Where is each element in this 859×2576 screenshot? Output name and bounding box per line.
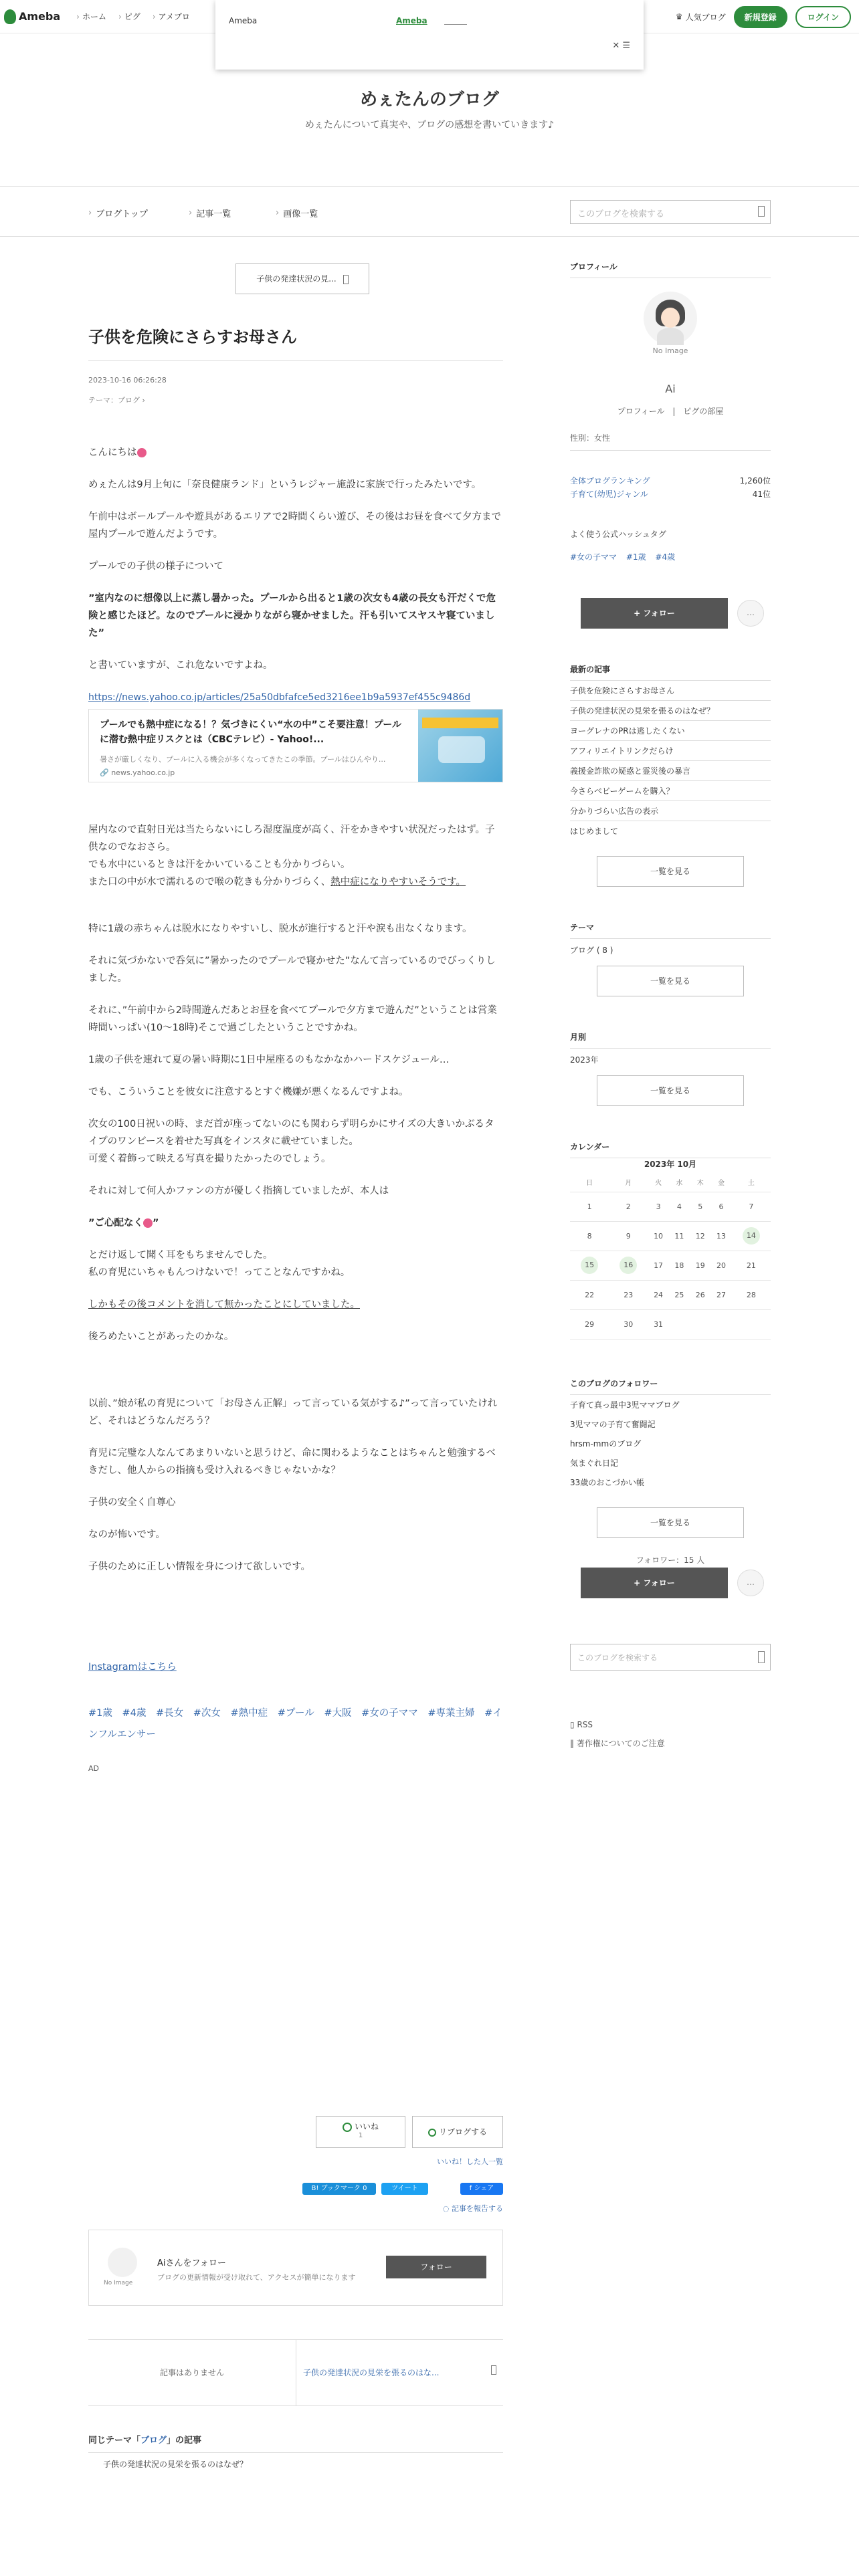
calendar-day[interactable]: 31	[648, 1309, 668, 1339]
paragraph: 次女の100日祝いの時、まだ首が座ってないのにも関わらず明らかにサイズの大きいかぶるタイプのワンピースを着せた写真をインスタに載せていました。 可愛く着飾って映える写真を撮りたかったのでしょう。	[88, 1119, 494, 1164]
nav-blog-top[interactable]: › ブログトップ	[88, 208, 148, 219]
speech-bubble-icon: ◌	[442, 2204, 450, 2213]
post-date: 2023-10-16 06:26:28	[88, 376, 167, 385]
popup-brand: Ameba	[229, 16, 258, 25]
paragraph: 後ろめたいことがあったのかな。	[88, 1331, 234, 1342]
blog-search-input[interactable]: このブログを検索する	[570, 200, 771, 224]
profile-link[interactable]: プロフィール	[617, 407, 665, 416]
month-item[interactable]: 2023年	[570, 1055, 599, 1065]
follow-button[interactable]: + フォロー	[581, 1568, 728, 1598]
paragraph: それに、”午前中から2時間遊んだあとお昼を食べてプールで夕方まで遊んだ”ということは営業時間いっぱい(10〜18時)そこで過ごしたということですかね。	[88, 1005, 497, 1033]
see-all-articles-button[interactable]: 一覧を見る	[597, 856, 744, 887]
followers-heading: このブログのフォロワー	[570, 1378, 771, 1395]
report-link[interactable]: ◌ 記事を報告する	[442, 2204, 503, 2213]
calendar-day[interactable]: 19	[690, 1251, 710, 1280]
see-all-followers-button[interactable]: 一覧を見る	[597, 1507, 744, 1538]
follower-blog-link[interactable]: 3児ママの子育て奮闘記	[570, 1420, 656, 1429]
follower-blog-link[interactable]: hrsm-mmのブログ	[570, 1439, 642, 1448]
paragraph: それに対して何人かファンの方が優しく指摘していましたが、本人は	[88, 1186, 389, 1196]
paragraph: 特に1歳の赤ちゃんは脱水になりやすいし、脱水が進行すると汗や涙も出なくなります。	[88, 924, 472, 934]
ad-label: AD	[88, 1764, 99, 1773]
calendar-day	[732, 1309, 771, 1339]
rss-icon: ▯	[570, 1720, 575, 1729]
recent-article-link[interactable]: はじめまして	[570, 827, 619, 836]
paragraph: こんにちは	[88, 444, 503, 461]
calendar-day[interactable]: 24	[648, 1280, 668, 1309]
sidebar-hashtags	[570, 551, 771, 562]
hashtag-link[interactable]: #長女	[155, 1708, 184, 1719]
login-button[interactable]: ログイン	[795, 6, 851, 28]
follow-button[interactable]: + フォロー	[581, 598, 728, 629]
paragraph: 午前中はボールプールや遊具があるエリアで2時間くらい遊び、その後はお昼を食べて夕方まで屋内プールで遊んだようです。	[88, 512, 502, 540]
signup-button[interactable]: 新規登録	[734, 6, 787, 28]
search-icon[interactable]	[758, 1651, 765, 1663]
calendar-day[interactable]: 23	[609, 1280, 648, 1309]
calendar-day[interactable]: 2	[609, 1192, 648, 1221]
nav-article-list[interactable]: › 記事一覧	[189, 208, 231, 219]
more-options-button[interactable]: …	[737, 600, 764, 627]
link-card-title: プールでも熱中症になる！？気づきにくい“水の中”こそ要注意！プールに潜む熱中症リスクとは（CBCテレビ）- Yahoo!...	[100, 720, 402, 745]
paragraph: 育児に完璧な人なんてあまりいないと思うけど、命に関わるようなことはちゃんと勉強するべきだし、他人からの指摘も受け入れるべきじゃないかな？	[88, 1448, 496, 1476]
paragraph: 屋内なので直射日光は当たらないにしろ湿度温度が高く、汗をかきやすい状況だったはず。子供なのでなおさら。 でも水中にいるときは汗をかいていることも分かりづらい。 また口の中が水で濡れるので喉の乾きも分かりづらく、熱中症になりやすいそうです。	[88, 825, 495, 887]
pig-room-link[interactable]: ピグの部屋	[683, 407, 724, 416]
chevron-right-icon: ›	[118, 12, 122, 21]
avatar	[108, 2248, 137, 2277]
calendar-day[interactable]: 8	[570, 1221, 609, 1251]
profile-heading: プロフィール	[570, 261, 771, 278]
ranking-genre[interactable]: 子育て(幼児)ジャンル 41位	[570, 490, 771, 499]
hashtag-link[interactable]: #女の子ママ	[361, 1708, 418, 1719]
popup-link[interactable]: Ameba	[396, 16, 427, 25]
hatena-bookmark-button[interactable]: B! ブックマーク 0	[302, 2183, 376, 2195]
same-theme-heading: 同じテーマ「ブログ」の記事	[88, 2433, 503, 2453]
nav-ameblo[interactable]: › アメブロ	[152, 12, 190, 21]
calendar-day[interactable]: 29	[570, 1309, 609, 1339]
link-icon: 🔗	[100, 768, 109, 777]
calendar-week	[570, 1192, 771, 1221]
calendar-day[interactable]: 10	[648, 1221, 668, 1251]
heart-emoji-icon	[137, 448, 147, 457]
month-heading: 月別	[570, 1031, 771, 1049]
no-image-label: No Image	[652, 346, 688, 355]
reblog-button[interactable]: リブログする	[412, 2116, 503, 2148]
popup-divider	[444, 24, 467, 25]
blog-nav	[0, 186, 859, 237]
sidebar-search-input[interactable]: このブログを検索する	[570, 1644, 771, 1671]
theme-link[interactable]: ブログ	[140, 2436, 167, 2446]
calendar-day	[669, 1309, 690, 1339]
blog-description: めぇたんについて真実や、ブログの感想を書いていきます♪	[304, 120, 555, 130]
calendar-week	[570, 1251, 771, 1280]
link-card[interactable]	[88, 709, 503, 782]
chevron-right-icon: ›	[76, 12, 80, 21]
paragraph: しかもその後コメントを消して無かったことにしていました。	[88, 1299, 360, 1310]
hashtag-link[interactable]: #専業主婦	[427, 1708, 475, 1719]
follower-count: フォロワー：15 人	[636, 1555, 705, 1565]
nav-home[interactable]: › ホーム	[76, 12, 106, 21]
follower-blog-link[interactable]: 子育て真っ最中3児ママブログ	[570, 1400, 680, 1410]
calendar-day[interactable]: 13	[710, 1221, 731, 1251]
recent-articles	[570, 681, 771, 841]
chevron-right-icon: ›	[189, 208, 193, 218]
calendar-day[interactable]: 14	[732, 1221, 771, 1251]
ameba-logo-icon	[4, 9, 16, 24]
paragraph: 子供の安全く自尊心	[88, 1497, 176, 1508]
calendar	[570, 1173, 771, 1339]
calendar-day[interactable]: 26	[690, 1280, 710, 1309]
hashtag-link[interactable]: #熱中症	[230, 1708, 268, 1719]
paragraph: でも、こういうことを彼女に注意するとすぐ機嫌が悪くなるんですよね。	[88, 1087, 409, 1097]
recent-article-link[interactable]: アフィリエイトリンクだらけ	[570, 741, 771, 761]
recent-article-link[interactable]: ヨーグレナのPRは逃したくない	[570, 721, 771, 741]
paragraph: と書いていますが、これ危ないですよね。	[88, 660, 273, 671]
chevron-icon	[491, 2365, 496, 2375]
hashtag-link[interactable]: #4歳	[655, 552, 676, 562]
paragraph: とだけ返して聞く耳をもちませんでした。 私の育児にいちゃもんつけないで！ってことなんですかね。	[88, 1250, 351, 1278]
hashtag-link[interactable]: #1歳	[626, 552, 646, 562]
calendar-weekday: 月	[609, 1173, 648, 1192]
theme-heading: テーマ	[570, 922, 771, 939]
calendar-heading: カレンダー	[570, 1141, 771, 1158]
next-article-button[interactable]: 子供の発達状況の見...	[235, 263, 369, 294]
tweet-button[interactable]: ツイート	[381, 2183, 428, 2195]
calendar-day[interactable]: 28	[732, 1280, 771, 1309]
calendar-day[interactable]: 3	[648, 1192, 668, 1221]
calendar-day	[690, 1309, 710, 1339]
follow-card	[88, 2230, 503, 2306]
like-button[interactable]: いいね 1	[316, 2116, 405, 2148]
follower-blog-link[interactable]: 気まぐれ日記	[570, 1459, 619, 1468]
reblog-icon	[428, 2129, 436, 2137]
crown-icon: ♛	[675, 12, 683, 21]
theme-item[interactable]: ブログ ( 8 )	[570, 946, 613, 955]
calendar-day[interactable]: 22	[570, 1280, 609, 1309]
calendar-day	[710, 1309, 731, 1339]
no-image-label: No Image	[104, 2280, 133, 2286]
calendar-day[interactable]: 20	[710, 1251, 731, 1280]
search-icon[interactable]	[758, 206, 765, 217]
hashtag-link[interactable]: #次女	[193, 1708, 221, 1719]
chevron-icon	[343, 275, 349, 284]
recent-article-link[interactable]: 今さらベビーゲームを購入？	[570, 781, 771, 801]
recent-article-link[interactable]: 義援金詐欺の疑惑と霊災後の暴言	[570, 761, 771, 781]
calendar-day[interactable]: 5	[690, 1192, 710, 1221]
see-all-themes-button[interactable]: 一覧を見る	[597, 966, 744, 996]
calendar-week	[570, 1280, 771, 1309]
same-theme-article[interactable]: 子供の発達状況の見栄を張るのはなぜ？	[103, 2460, 248, 2469]
instagram-link[interactable]: Instagramはこちら	[88, 1662, 177, 1673]
share-buttons	[302, 2183, 503, 2195]
hashtag-link[interactable]: #インフルエンサー	[88, 1708, 502, 1740]
header-actions	[676, 0, 859, 33]
paragraph: プールでの子供の様子について	[88, 561, 223, 572]
follower-list	[570, 1395, 771, 1492]
more-options-button[interactable]: …	[737, 1570, 764, 1596]
follow-button[interactable]: フォロー	[386, 2256, 486, 2278]
ameba-logo[interactable]: Ameba	[4, 9, 60, 24]
calendar-day[interactable]: 21	[732, 1251, 771, 1280]
follower-blog-link[interactable]: 33歳のおこづかい帳	[570, 1478, 645, 1487]
paragraph: なのが怖いです。	[88, 1529, 165, 1540]
hashtag-list	[88, 1703, 503, 1745]
likers-link[interactable]: いいね！した人一覧	[437, 2157, 503, 2166]
profile-avatar[interactable]	[644, 292, 697, 345]
paragraph: めぇたんは9月上旬に「奈良健康ランド」というレジャー施設に家族で行ったみたいです。	[88, 479, 482, 490]
calendar-week	[570, 1221, 771, 1251]
calendar-weekday: 火	[648, 1173, 668, 1192]
calendar-day[interactable]: 16	[609, 1251, 648, 1280]
calendar-day[interactable]: 7	[732, 1192, 771, 1221]
calendar-weekday: 日	[570, 1173, 609, 1192]
recent-article-link[interactable]: 分かりづらい広告の表示	[570, 801, 771, 821]
calendar-week	[570, 1309, 771, 1339]
recent-article-link[interactable]: 子供の発達状況の見栄を張るのはなぜ？	[570, 701, 771, 721]
next-article-link[interactable]: 子供の発達状況の見栄を張るのはな...	[296, 2340, 503, 2405]
hashtag-heading: よく使う公式ハッシュタグ	[570, 530, 666, 539]
chevron-right-icon: ›	[276, 208, 280, 218]
gender: 性別：女性	[570, 432, 771, 451]
calendar-weekday: 土	[732, 1173, 771, 1192]
paragraph: 以前、”娘が私の育児について「お母さん正解」って言っている気がする♪”って言っていたけれど、それはどうなんだろう？	[88, 1398, 498, 1426]
chevron-right-icon: ›	[88, 208, 92, 218]
calendar-day[interactable]: 25	[669, 1280, 690, 1309]
facebook-share-button[interactable]: f シェア	[460, 2183, 503, 2195]
hashtag-link[interactable]: #プール	[277, 1708, 314, 1719]
follow-card-desc: ブログの更新情報が受け取れて、アクセスが簡単になります	[157, 2273, 356, 2282]
post-title[interactable]: 子供を危険にさらすお母さん	[88, 324, 503, 361]
calendar-day[interactable]: 9	[609, 1221, 648, 1251]
calendar-day[interactable]: 11	[669, 1221, 690, 1251]
calendar-day[interactable]: 18	[669, 1251, 690, 1280]
recent-article-link[interactable]: 子供を危険にさらすお母さん	[570, 681, 771, 701]
calendar-weekday: 水	[669, 1173, 690, 1192]
calendar-weekday: 木	[690, 1173, 710, 1192]
ranking-overall[interactable]: 全体ブログランキング 1,260位	[570, 476, 771, 486]
calendar-day[interactable]: 30	[609, 1309, 648, 1339]
popup-close-icon[interactable]: ✕ ☰	[612, 41, 630, 51]
calendar-weekday: 金	[710, 1173, 731, 1192]
see-all-months-button[interactable]: 一覧を見る	[597, 1075, 744, 1106]
info-icon: ‖	[570, 1739, 574, 1748]
post-theme[interactable]: テーマ：ブログ ›	[88, 396, 145, 405]
calendar-day[interactable]: 1	[570, 1192, 609, 1221]
paragraph: 1歳の子供を連れて夏の暑い時期に1日中屋座るのもなかなかハードスケジュール…	[88, 1055, 450, 1065]
calendar-day[interactable]: 12	[690, 1221, 710, 1251]
hashtag-link[interactable]: #大阪	[324, 1708, 352, 1719]
smile-icon	[343, 2123, 352, 2132]
post-body	[88, 444, 503, 1792]
hashtag-link[interactable]: #女の子ママ	[570, 552, 617, 562]
link-card-thumbnail	[418, 710, 502, 782]
paragraph: それに気づかないで呑気に”暑かったのでプールで寝かせた”なんて言っているのでびっくりしました。	[88, 956, 496, 984]
calendar-title: 2023年 10月	[644, 1160, 697, 1169]
blog-title[interactable]: めぇたんのブログ	[360, 90, 499, 110]
calendar-day[interactable]: 27	[710, 1280, 731, 1309]
link-card-desc: 暑さが厳しくなり、プールに入る機会が多くなってきたこの季節。プールはひんやり...	[100, 755, 386, 764]
follow-card-title: Aiさんをフォロー	[157, 2258, 226, 2268]
profile-name[interactable]: Ai	[665, 383, 676, 395]
chevron-right-icon: ›	[142, 396, 145, 405]
popular-blogs-link[interactable]: ♛ 人気ブログ	[675, 12, 726, 22]
recent-heading: 最新の記事	[570, 663, 771, 681]
global-nav	[76, 11, 190, 22]
overlay-popup	[215, 0, 644, 70]
calendar-day[interactable]: 15	[570, 1251, 609, 1280]
copyright-link[interactable]: ‖ 著作権についてのご注意	[570, 1739, 665, 1748]
rss-link[interactable]: ▯ RSS	[570, 1720, 593, 1729]
link-card-site: 🔗 news.yahoo.co.jp	[100, 768, 175, 777]
calendar-day[interactable]: 4	[669, 1192, 690, 1221]
paragraph: 子供のために正しい情報を身につけて欲しいです。	[88, 1562, 311, 1572]
quote: ”ご心配なく ”	[88, 1218, 159, 1228]
calendar-day[interactable]: 17	[648, 1251, 668, 1280]
like-count: 1	[358, 2132, 363, 2139]
quote: ”室内なのに想像以上に蒸し暑かった。プールから出ると1歳の次女も4歳の長女も汗だくで危険と感じたほど。なのでプールに浸かりながら寝かせました。汗も引いてスヤスヤ寝ていました”	[88, 593, 496, 639]
chevron-right-icon: ›	[152, 12, 156, 21]
article-pager	[88, 2339, 503, 2406]
calendar-day[interactable]: 6	[710, 1192, 731, 1221]
heart-emoji-icon	[143, 1218, 153, 1228]
article-url-link[interactable]: https://news.yahoo.co.jp/articles/25a50dbfafce5ed3216ee1b9a5937ef455c9486d	[88, 692, 471, 703]
hashtag-link[interactable]: #4歳	[122, 1708, 147, 1719]
nav-image-list[interactable]: › 画像一覧	[276, 208, 318, 219]
hashtag-link[interactable]: #1歳	[88, 1708, 112, 1719]
nav-pigg[interactable]: › ピグ	[118, 12, 140, 21]
prev-article-none: 記事はありません	[159, 2368, 224, 2377]
